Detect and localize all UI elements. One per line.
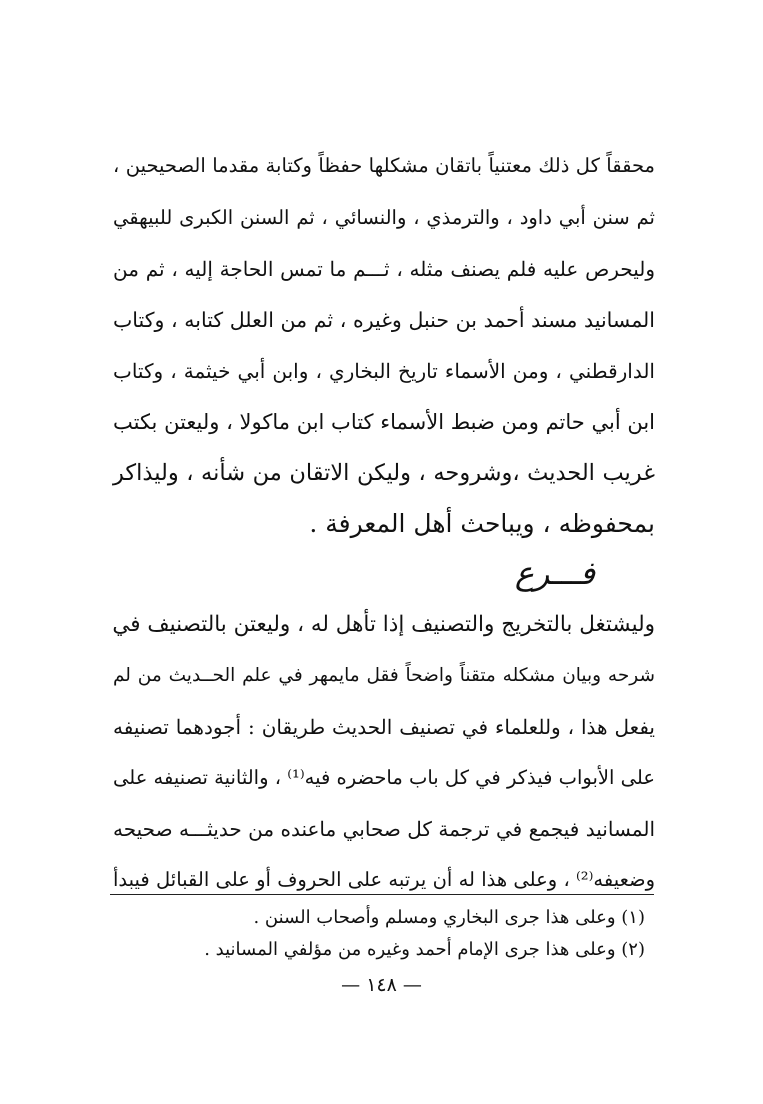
section-line-5: المسانيد فيجمع في ترجمة كل صحابي ماعنده من حديثـــه صحيحه xyxy=(113,817,655,841)
footnote-divider xyxy=(110,894,654,895)
section-line-6: وضعيفه⁽²⁾ ، وعلى هذا له أن يرتبه على الحروف أو على القبائل فيبدأ xyxy=(113,868,655,891)
footnote-2: (٢) وعلى هذا جرى الإمام أحمد وغيره من مؤلفي المسانيد . xyxy=(204,939,645,960)
body-line-5: الدارقطني ، ومن الأسماء تاريخ البخاري ، وابن أبي خيثمة ، وكتاب xyxy=(113,359,655,383)
body-line-2: ثم سنن أبي داود ، والترمذي ، والنسائي ، ثم السنن الكبرى للبيهقي xyxy=(113,206,655,229)
section-line-4: على الأبواب فيذكر في كل باب ماحضره فيه⁽¹⁾ ، والثانية تصنيفه على xyxy=(112,766,655,789)
body-line-4: المسانيد مسند أحمد بن حنبل وغيره ، ثم من العلل كتابه ، وكتاب xyxy=(113,308,655,332)
footnote-1: (١) وعلى هذا جرى البخاري ومسلم وأصحاب السنن . xyxy=(253,907,645,928)
section-line-2: شرحه وبيان مشكله متقناً واضحاً فقل مايمهر في علم الحــديث من لم xyxy=(113,665,655,686)
body-line-6: ابن أبي حاتم ومن ضبط الأسماء كتاب ابن ماكولا ، وليعتن بكتب xyxy=(113,410,655,434)
body-line-7: غريب الحديث ،وشروحه ، وليكن الاتقان من شأنه ، وليذاكر xyxy=(113,460,655,486)
section-line-1: وليشتغل بالتخريج والتصنيف إذا تأهل له ، وليعتن بالتصنيف في xyxy=(112,612,655,637)
section-line-3: يفعل هذا ، وللعلماء في تصنيف الحديث طريقان : أجودهما تصنيفه xyxy=(113,715,656,739)
body-line-8: بمحفوظه ، ويباحث أهل المعرفة . xyxy=(309,509,655,538)
body-line-3: وليحرص عليه فلم يصنف مثله ، ثـــم ما تمس الحاجة إليه ، ثم من xyxy=(113,257,655,281)
body-line-1: محققاً كل ذلك معتنياً باتقان مشكلها حفظاً وكتابة مقدما الصحيحين ، xyxy=(113,154,655,177)
page-number: — ١٤٨ — xyxy=(341,974,422,996)
section-heading: فـــرع xyxy=(514,554,595,592)
